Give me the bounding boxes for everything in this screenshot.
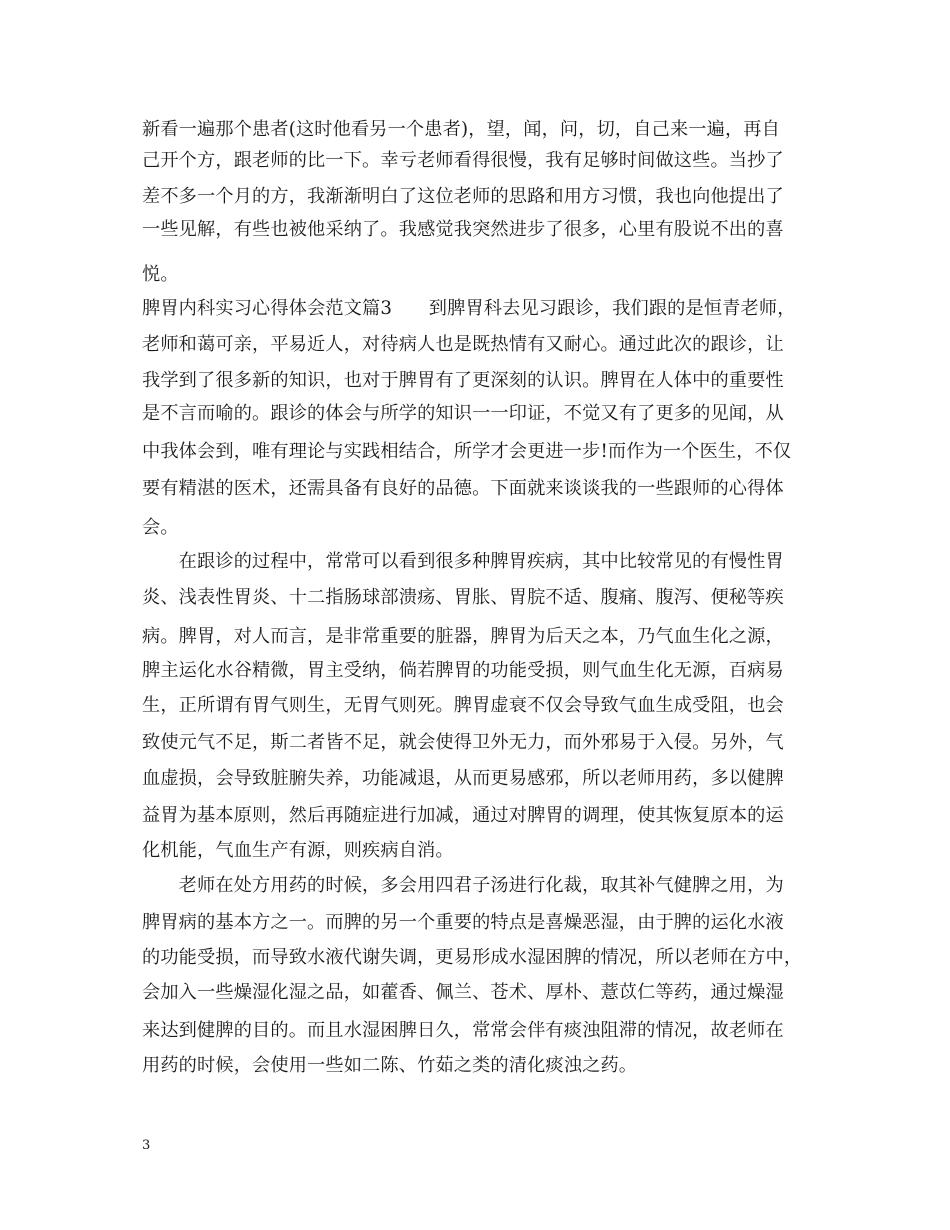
- text-line: 老师和蔼可亲，平易近人，对待病人也是既热情有又耐心。通过此次的跟诊，让: [142, 334, 784, 355]
- text-line: 来达到健脾的目的。而且水湿困脾日久，常常会伴有痰浊阻滞的情况，故老师在: [142, 1020, 784, 1041]
- page-number: 3: [142, 1138, 151, 1153]
- text-line: 新看一遍那个患者(这时他看另一个患者)，望，闻，问，切，自己来一遍，再自: [142, 119, 780, 140]
- text-line: 是不言而喻的。跟诊的体会与所学的知识一一印证，不觉又有了更多的见闻，从: [142, 403, 784, 424]
- text-line: 己开个方，跟老师的比一下。幸亏老师看得很慢，我有足够时间做这些。当抄了: [142, 150, 784, 171]
- section-heading-line: 脾胃内科实习心得体会范文篇3 到脾胃科去见习跟诊，我们跟的是恒青老师，: [142, 298, 796, 319]
- text-line: 我学到了很多新的知识，也对于脾胃有了更深刻的认识。脾胃在人体中的重要性: [142, 370, 784, 391]
- text-line: 炎、浅表性胃炎、十二指肠球部溃疡、胃胀、胃脘不适、腹痛、腹泻、便秘等疾: [142, 587, 784, 608]
- text-line: 会。: [142, 517, 179, 538]
- text-line: 差不多一个月的方，我渐渐明白了这位老师的思路和用方习惯，我也向他提出了: [142, 186, 784, 207]
- text-line: 血虚损，会导致脏腑失养，功能减退，从而更易感邪，所以老师用药，多以健脾: [142, 768, 784, 789]
- text-line: 老师在处方用药的时候，多会用四君子汤进行化裁，取其补气健脾之用，为: [142, 875, 784, 896]
- text-line: 用药的时候，会使用一些如二陈、竹茹之类的清化痰浊之药。: [142, 1055, 638, 1076]
- text-line: 病。脾胃，对人而言，是非常重要的脏器，脾胃为后天之本，乃气血生化之源，: [142, 626, 784, 647]
- text-line: 在跟诊的过程中，常常可以看到很多种脾胃疾病，其中比较常见的有慢性胃: [142, 551, 784, 572]
- text-line: 化机能，气血生产有源，则疾病自消。: [142, 840, 454, 861]
- text-line: 脾胃病的基本方之一。而脾的另一个重要的特点是喜燥恶湿，由于脾的运化水液: [142, 912, 784, 933]
- text-line: 中我体会到，唯有理论与实践相结合，所学才会更进一步!而作为一个医生，不仅: [142, 441, 792, 462]
- text-line: 要有精湛的医术，还需具备有良好的品德。下面就来谈谈我的一些跟师的心得体: [142, 478, 784, 499]
- text-line: 生，正所谓有胃气则生，无胃气则死。脾胃虚衰不仅会导致气血生成受阻，也会: [142, 695, 784, 716]
- text-line: 脾主运化水谷精微，胃主受纳，倘若脾胃的功能受损，则气血生化无源，百病易: [142, 660, 784, 681]
- text-line: 致使元气不足，斯二者皆不足，就会使得卫外无力，而外邪易于入侵。另外，气: [142, 732, 784, 753]
- text-line: 一些见解，有些也被他采纳了。我感觉我突然进步了很多，心里有股说不出的喜: [142, 219, 784, 240]
- text-line: 的功能受损，而导致水液代谢失调，更易形成水湿困脾的情况，所以老师在方中，: [142, 947, 803, 968]
- text-line: 益胃为基本原则，然后再随症进行加减，通过对脾胃的调理，使其恢复原本的运: [142, 805, 784, 826]
- text-line: 会加入一些燥湿化湿之品，如藿香、佩兰、苍术、厚朴、薏苡仁等药，通过燥湿: [142, 982, 784, 1003]
- text-line: 悦。: [142, 264, 179, 285]
